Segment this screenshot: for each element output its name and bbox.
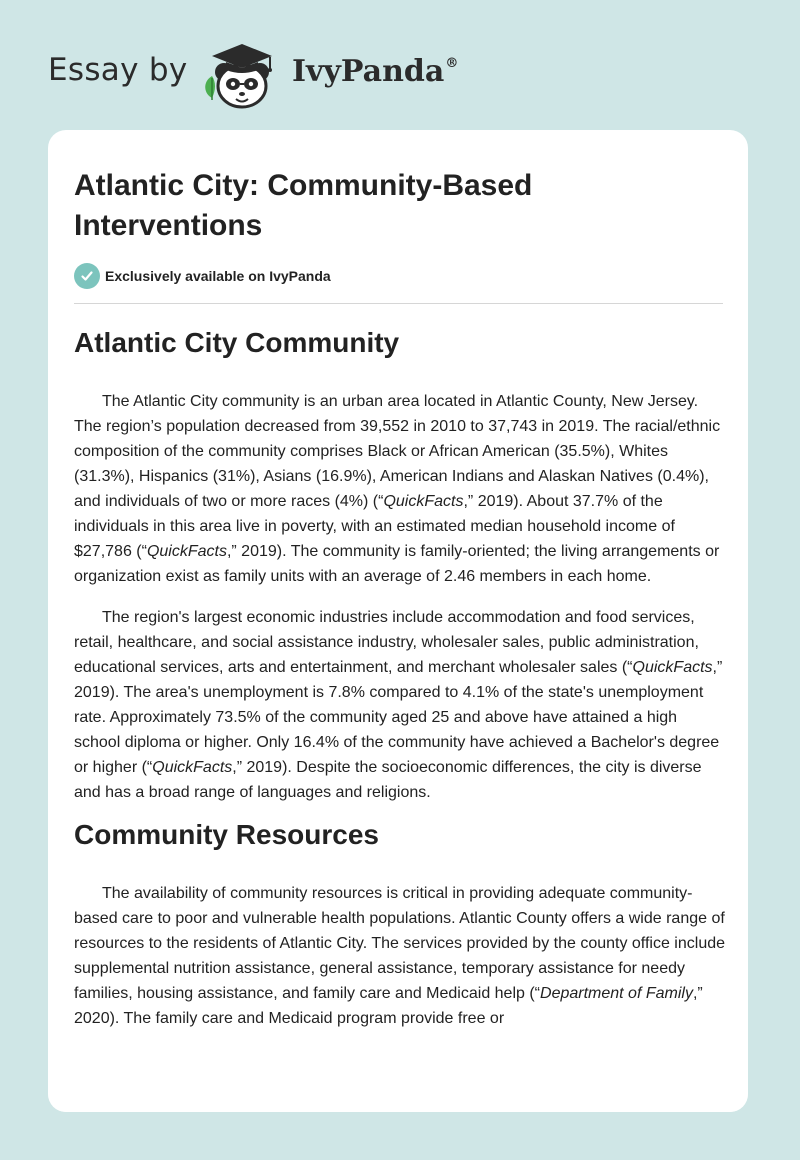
body-paragraph: [74, 881, 726, 1031]
section-heading: Atlantic City Community: [74, 327, 400, 358]
paragraph-text: The availability of community resources is critical in providing adequate community-based care to poor and vulnerable health populations. Atlantic County offers a wide range of resources to the residents of Atlantic City. The services provided by the county office include supplemental nutrition assistance, general assistance, temporary assistance for needy families, housing assistance, and family care and Medicaid help (“: [74, 885, 726, 1002]
paragraph-text: ,” 2019). About 37.7% of the individuals in this area live in poverty, with an estimated median household income of $27,786 (“: [74, 493, 675, 560]
content-fade: [48, 1072, 748, 1112]
brand-name-text: IvyPanda: [292, 54, 445, 89]
article-title: Atlantic City: Community-Based Interventions: [74, 169, 533, 242]
body-paragraph: [74, 389, 726, 589]
registered-mark: ®: [445, 56, 459, 71]
paragraph-text: The region's largest economic industries include accommodation and food services, retail, healthcare, and social assistance industry, wholesaler sales, public administration, educational services, arts and entertainment, and merchant wholesaler sales (“: [74, 609, 699, 676]
section-heading: Community Resources: [74, 819, 379, 850]
title-divider: [74, 303, 723, 304]
brand-prefix: Essay by: [48, 52, 188, 88]
citation-title: QuickFacts: [152, 759, 233, 776]
citation-title: QuickFacts: [632, 659, 713, 676]
body-paragraph: [74, 605, 726, 805]
paragraph-text: ,” 2019). Despite the socioeconomic differences, the city is diverse and has a broad range of languages and religions.: [74, 759, 702, 801]
exclusive-badge: [74, 263, 331, 289]
paragraph-text: ,” 2019). The area's unemployment is 7.8% compared to 4.1% of the state's unemployment rate. Approximately 73.5% of the community aged 25 and above have attained a high school diploma or higher. Only 16.4% of the community have achieved a Bachelor's degree or higher (“: [74, 659, 723, 776]
citation-title: Department of Family: [540, 985, 693, 1002]
citation-title: QuickFacts: [146, 543, 227, 560]
paragraph-text: ,” 2020). The family care and Medicaid program provide free or: [74, 985, 703, 1027]
paragraph-text: ,” 2019). The community is family-oriented; the living arrangements or organization exist as family units with an average of 2.46 members in each home.: [74, 543, 720, 585]
article-body: [74, 323, 726, 1031]
exclusive-label: Exclusively available on IvyPanda: [105, 268, 331, 284]
citation-title: QuickFacts: [383, 493, 464, 510]
paragraph-text: The Atlantic City community is an urban area located in Atlantic County, New Jersey. The region’s population decreased from 39,552 in 2010 to 37,743 in 2019. The racial/ethnic composition of the community comprises Black or African American (35.5%), Whites (31.3%), Hispanics (31%), Asians (16.9%), American Indians and Alaskan Natives (0.4%), and individuals of two or more races (4%) (“: [74, 393, 721, 510]
article-card: [48, 130, 748, 1112]
site-header: [0, 0, 800, 130]
panda-graduate-icon: [200, 36, 284, 110]
brand-name: [292, 54, 458, 89]
checkmark-icon: [74, 263, 100, 289]
